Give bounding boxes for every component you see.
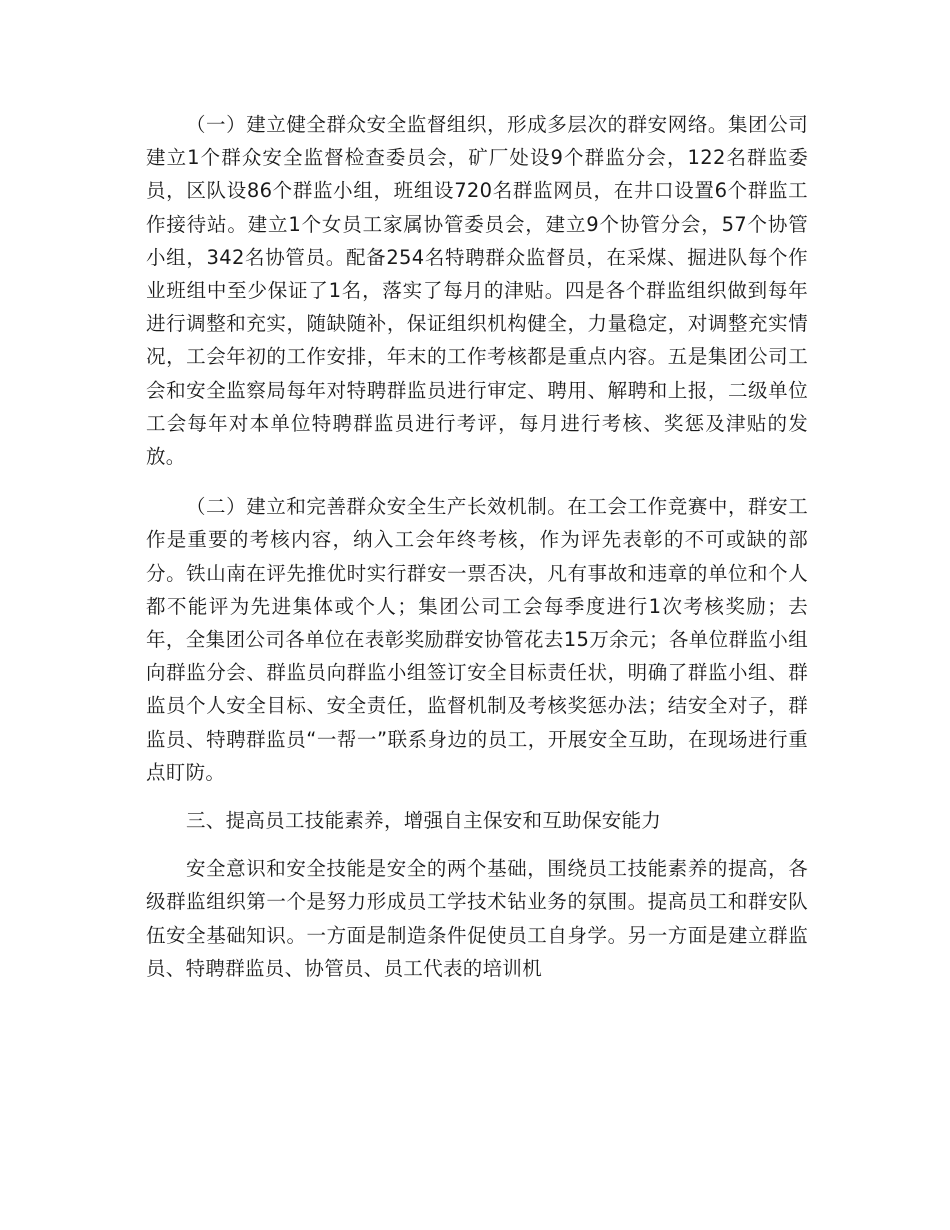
document-body: [146, 108, 808, 985]
paragraph-mechanism: （二）建立和完善群众安全生产长效机制。在工会工作竞赛中，群安工作是重要的考核内容，纳入工会年终考核，作为评先表彰的不可或缺的部分。铁山南在评先推优时实行群安一票否决，凡有事故和违章的单位和个人都不能评为先进集体或个人；集团公司工会每季度进行1次考核奖励；去年，全集团公司各单位在表彰奖励群安协管花去15万余元；各单位群监小组向群监分会、群监员向群监小组签订安全目标责任状，明确了群监小组、群监员个人安全目标、安全责任，监督机制及考核奖惩办法；结安全对子，群监员、特聘群监员“一帮一”联系身边的员工，开展安全互助，在现场进行重点盯防。: [146, 495, 808, 784]
paragraph-organization: （一）建立健全群众安全监督组织，形成多层次的群安网络。集团公司建立1个群众安全监督检查委员会，矿厂处设9个群监分会，122名群监委员，区队设86个群监小组，班组设720名群监网员，在井口设置6个群监工作接待站。建立1个女员工家属协管委员会，建立9个协管分会，57个协管小组，342名协管员。配备254名特聘群众监督员，在采煤、掘进队每个作业班组中至少保证了1名，落实了每月的津贴。四是各个群监组织做到每年进行调整和充实，随缺随补，保证组织机构健全，力量稳定，对调整充实情况，工会年初的工作安排，年末的工作考核都是重点内容。五是集团公司工会和安全监察局每年对特聘群监员进行审定、聘用、解聘和上报，二级单位工会每年对本单位特聘群监员进行考评，每月进行考核、奖惩及津贴的发放。: [146, 113, 808, 469]
paragraph-skills: 安全意识和安全技能是安全的两个基础，围绕员工技能素养的提高，各级群监组织第一个是努力形成员工学技术钻业务的氛围。提高员工和群安队伍安全基础知识。一方面是制造条件促使员工自身学。另一方面是建立群监员、特聘群监员、协管员、员工代表的培训机: [146, 857, 808, 980]
section-heading-skills: 三、提高员工技能素养，增强自主保安和互助保安能力: [185, 809, 662, 833]
